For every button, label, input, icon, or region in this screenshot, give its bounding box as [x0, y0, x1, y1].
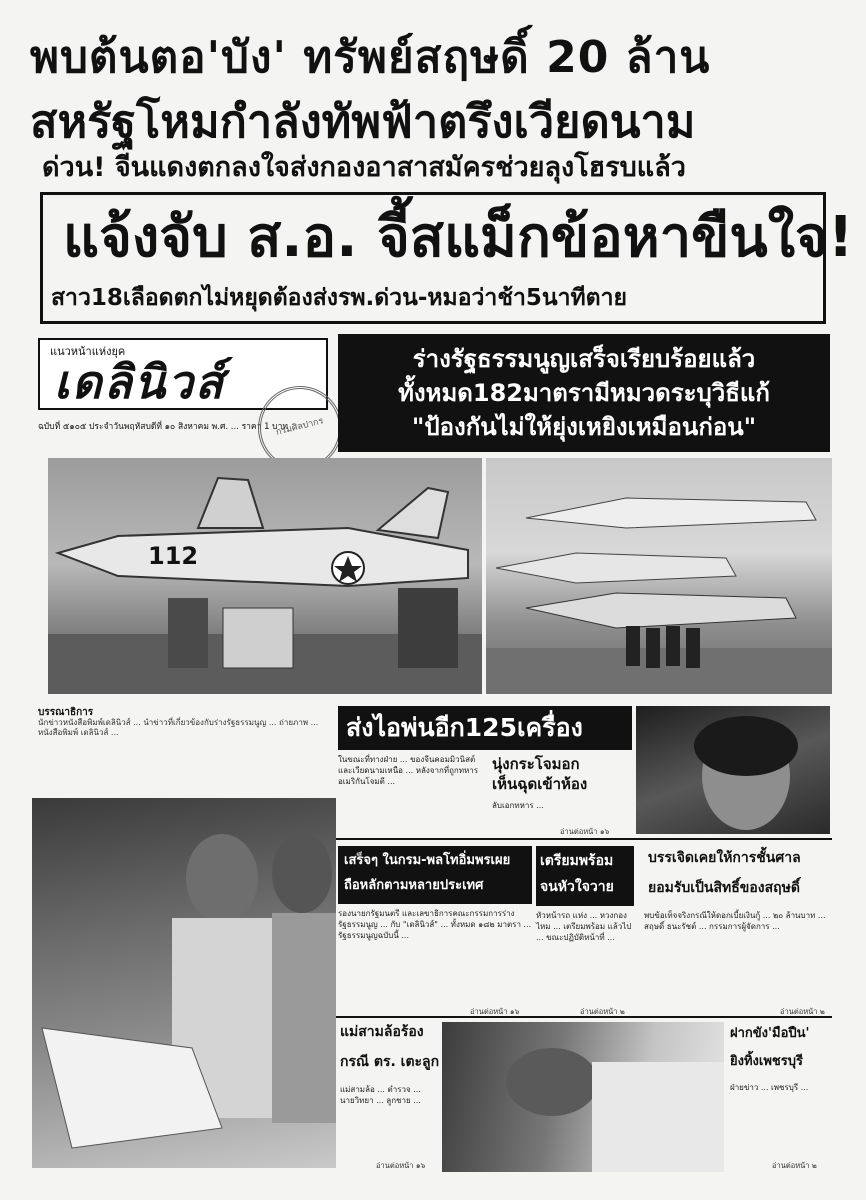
court-continuation: อ่านต่อหน้า ๒ — [780, 1007, 825, 1016]
jets-story-heading: ส่งไอพ่นอีก125เครื่อง — [338, 706, 632, 750]
constitution-line1: ร่างรัฐธรรมนูญเสร็จเรียบร้อยแล้ว — [412, 345, 756, 373]
ready-heading-2: จนหัวใจวาย — [540, 879, 614, 895]
boxed-subheadline: สาว18เลือดตกไม่หยุดต้องส่งรพ.ด่วน-หมอว่าช้า5นาทีตาย — [51, 285, 627, 311]
court-heading-2: ยอมรับเป็นสิทธิ์ของสฤษดิ์ — [648, 880, 800, 896]
court-heading-1: บรรเจิดเคยให้การชั้นศาล — [648, 850, 801, 866]
headline-red-china: ด่วน! จีนแดงตกลงใจส่งกองอาสาสมัครช่วยลุงโฮรบแล้ว — [42, 152, 686, 183]
masthead-tagline: แนวหน้าแห่งยุค — [50, 345, 126, 358]
injured-illustration — [442, 1022, 724, 1172]
headline-sarit-assets: พบต้นตอ'บัง' ทรัพย์สฤษดิ์ 20 ล้าน — [30, 32, 711, 83]
cabinet-continuation: อ่านต่อหน้า ๑๖ — [470, 1007, 520, 1016]
mother-heading-1: แม่สามล้อร้อง — [340, 1024, 424, 1040]
thief-heading-1: นุ่งกระโจมอก — [492, 755, 580, 773]
mother-heading-2: กรณี ตร. เตะลูก — [340, 1054, 440, 1070]
cabinet-heading-1: เสร็จๆ ในกรม-พลโทอิ่มพรเผย — [344, 853, 511, 868]
gold-heading-2: ยิงทิ้งเพชรบุรี — [730, 1054, 803, 1069]
airfield-illustration — [486, 458, 832, 694]
headline-us-air-force: สหรัฐโหมกำลังทัพฟ้าตรึงเวียดนาม — [30, 95, 696, 148]
fighter-jet-photo — [48, 458, 482, 694]
men-reading-photo — [32, 798, 336, 1168]
boxed-main-headline: แจ้งจับ ส.อ. จี้สแม็กข้อหาขืนใจ! — [63, 205, 854, 270]
mother-continuation: อ่านต่อหน้า ๑๖ — [376, 1161, 426, 1170]
divider-rule-2 — [336, 1016, 832, 1018]
cabinet-heading-2: ถือหลักตามหลายประเทศ — [344, 878, 484, 893]
injured-person-photo — [442, 1022, 724, 1172]
gold-heading-1: ฝากขัง'มือปืน' — [730, 1026, 810, 1041]
editorial-text: นักข่าวหนังสือพิมพ์เดลินิวส์ ... นำข่าวที่เกี่ยวข้องกับร่างรัฐธรรมนูญ ... ถ่ายภาพ ... หนังสือพิมพ์ เดลินิวส์ ... — [38, 718, 319, 737]
constitution-line2: ทั้งหมด182มาตรามีหมวดระบุวิธีแก้ — [398, 379, 770, 407]
constitution-box — [338, 334, 830, 452]
jet-illustration — [48, 458, 482, 694]
constitution-line3: "ป้องกันไม่ให้ยุ่งเหยิงเหมือนก่อน" — [411, 413, 757, 441]
ready-continuation: อ่านต่อหน้า ๒ — [580, 1007, 625, 1016]
jet-number: 112 — [148, 542, 199, 570]
cabinet-text: รองนายกรัฐมนตรี และเลขาธิการคณะกรรมการร่างรัฐธรรมนูญ ... กับ "เดลินิวส์" ... ทั้งหมด ๑๘๒ มาตรา ... รัฐธรรมนูญฉบับนี้ ... — [338, 909, 532, 940]
thief-byline: ลับเอกทหาร ... — [492, 801, 544, 810]
editorial-heading: บรรณาธิการ — [38, 707, 94, 718]
woman-portrait-photo — [636, 706, 830, 834]
issue-line: ฉบับที่ ๕๑๐๕ ประจำวันพฤหัสบดีที่ ๑๐ สิงหาคม พ.ศ. ... ราคา 1 บาท — [38, 422, 288, 432]
gold-continuation: อ่านต่อหน้า ๒ — [772, 1161, 817, 1170]
mother-text: แม่สามล้อ ... ตำรวจ ... นายวิทยา ... ลูกชาย ... — [340, 1085, 421, 1105]
jets-story-text: ในขณะที่ทางฝ่าย ... ของจีนคอมมิวนิสต์ และเวียดนามเหนือ ... หลังจากที่ถูกทหารอเมริกันโจมตี ... — [338, 755, 479, 786]
divider-rule — [336, 838, 832, 840]
masthead-name: เดลินิวส์ — [54, 355, 226, 409]
court-text: พบข้อเท็จจริงกรณีให้ดอกเบี้ยเงินกู้ ... ๒๐ ล้านบาท ... สฤษดิ์ ธนะรัชต์ ... กรรมการผู้จัดการ ... — [644, 911, 826, 931]
woman-illustration — [636, 706, 830, 834]
thief-continuation: อ่านต่อหน้า ๑๖ — [560, 827, 610, 836]
airfield-jets-photo — [486, 458, 832, 694]
library-stamp: กรมศิลปากร — [249, 377, 351, 479]
gold-text: ฝ่ายข่าว ... เพชรบุรี ... — [730, 1083, 809, 1092]
ready-heading-box — [536, 846, 634, 906]
ready-heading-1: เตรียมพร้อม — [540, 853, 614, 869]
men-illustration — [32, 798, 336, 1168]
ready-text: หัวหน้ารถ แห่ง ... หวงกองไหม ... เตรียมพร้อม แล้วไป ... ขณะปฏิบัติหน้าที่ ... — [536, 911, 632, 942]
cabinet-heading-box — [338, 846, 532, 904]
thief-heading-2: เห็นฉุดเข้าห้อง — [492, 775, 588, 793]
boxed-headline — [40, 192, 854, 324]
